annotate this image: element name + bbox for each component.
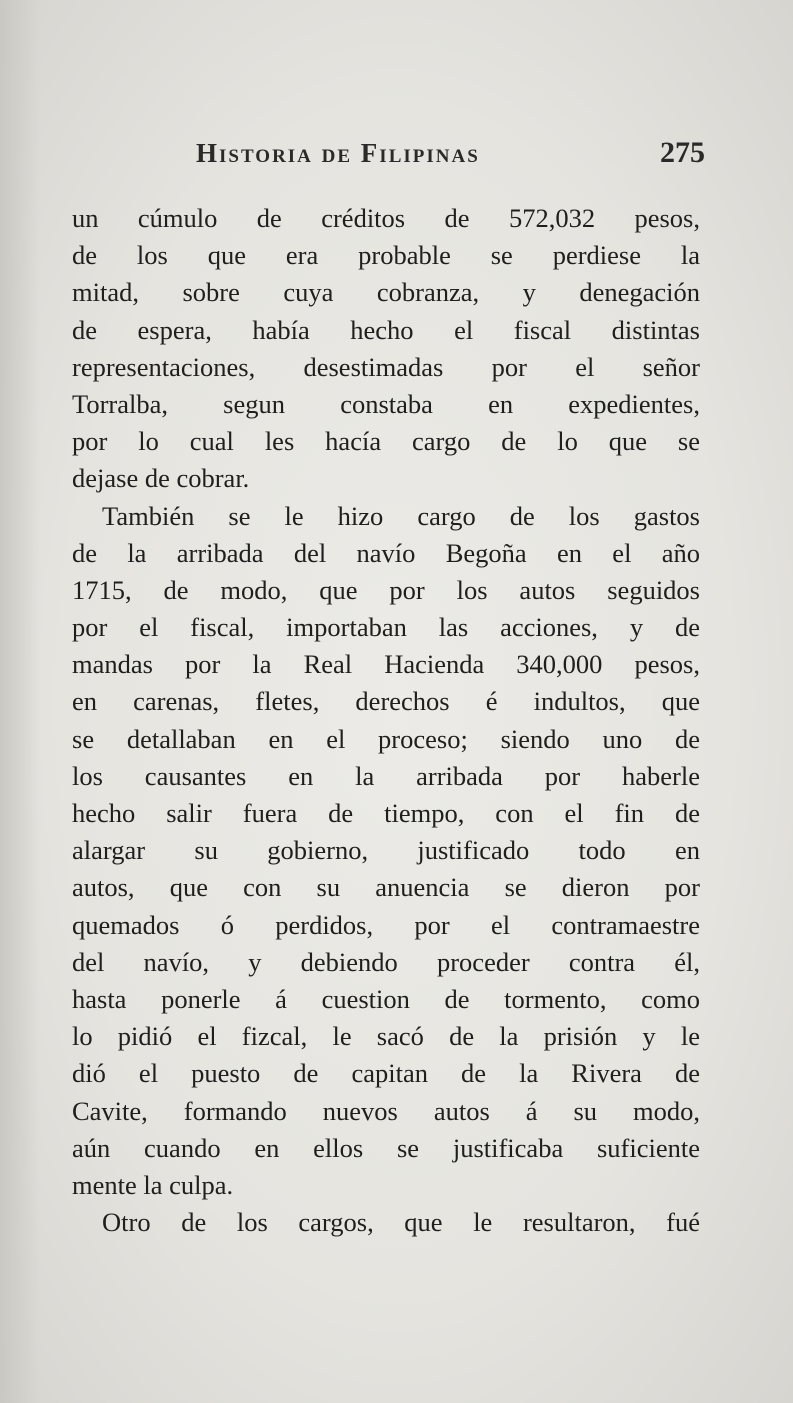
text-line: Otro de los cargos, que le resultaron, fué bbox=[102, 1207, 700, 1238]
text-line: dió el puesto de capitan de la Rivera de bbox=[72, 1058, 700, 1089]
text-line: en carenas, fletes, derechos é indultos, que bbox=[72, 686, 700, 717]
text-line: alargar su gobierno, justificado todo en bbox=[72, 835, 700, 866]
text-line: del navío, y debiendo proceder contra él, bbox=[72, 946, 700, 977]
text-line: lo pidió el fizcal, le sacó de la prisión y le bbox=[72, 1021, 700, 1052]
page-header bbox=[196, 128, 705, 178]
body-text bbox=[72, 200, 700, 1241]
page-number: 275 bbox=[660, 136, 705, 169]
text-line: hasta ponerle á cuestion de tormento, como bbox=[72, 983, 700, 1014]
text-line: mitad, sobre cuya cobranza, y denegación bbox=[72, 277, 700, 308]
text-line: También se le hizo cargo de los gastos bbox=[102, 500, 700, 531]
text-line: aún cuando en ellos se justificaba suficiente bbox=[72, 1132, 700, 1163]
text-line: se detallaban en el proceso; siendo uno de bbox=[72, 723, 700, 754]
text-line: mente la culpa. bbox=[72, 1169, 234, 1200]
text-line: dejase de cobrar. bbox=[72, 463, 250, 494]
text-line: quemados ó perdidos, por el contramaestre bbox=[72, 909, 700, 940]
text-line: Cavite, formando nuevos autos á su modo, bbox=[72, 1095, 700, 1126]
running-title: Historia de Filipinas bbox=[196, 138, 480, 168]
text-line: hecho salir fuera de tiempo, con el fin de bbox=[72, 798, 700, 828]
text-line: por el fiscal, importaban las acciones, y de bbox=[72, 612, 700, 643]
text-line: de la arribada del navío Begoña en el año bbox=[72, 537, 700, 568]
text-line: Torralba, segun constaba en expedientes, bbox=[72, 388, 700, 419]
text-line: autos, que con su anuencia se dieron por bbox=[72, 872, 700, 903]
text-line: un cúmulo de créditos de 572,032 pesos, bbox=[72, 203, 700, 233]
text-line: por lo cual les hacía cargo de lo que se bbox=[72, 426, 700, 457]
text-line: representaciones, desestimadas por el señor bbox=[72, 351, 700, 382]
text-line: los causantes en la arribada por haberle bbox=[72, 760, 700, 791]
text-line: 1715, de modo, que por los autos seguidos bbox=[72, 574, 700, 605]
text-line: de espera, había hecho el fiscal distintas bbox=[72, 314, 700, 345]
page-edge-shadow bbox=[0, 0, 40, 1403]
text-line: mandas por la Real Hacienda 340,000 pesos, bbox=[72, 649, 700, 680]
text-line: de los que era probable se perdiese la bbox=[72, 240, 700, 271]
